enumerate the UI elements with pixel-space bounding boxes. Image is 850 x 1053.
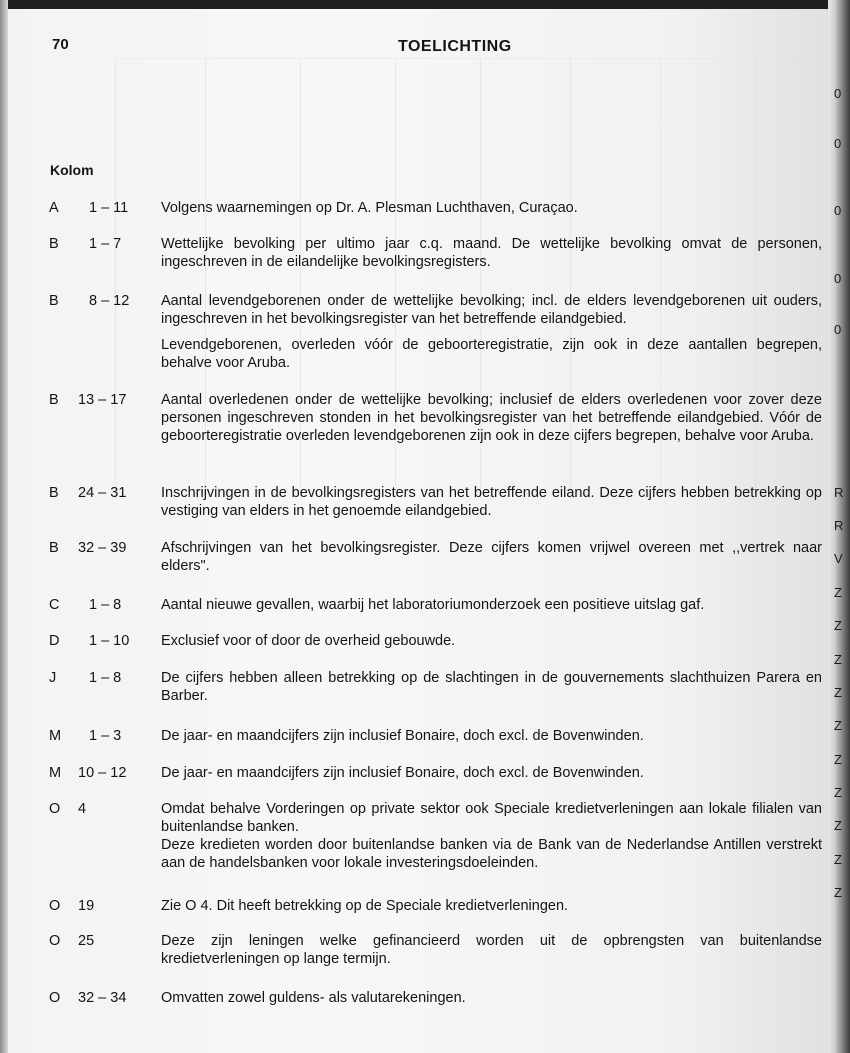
note-letter: C [49,597,60,613]
note-column-range: 10 – 12 [78,765,127,781]
note-column-range: 19 [78,898,95,914]
note-text [161,764,822,790]
note-column-range: 1 – 3 [89,728,122,744]
note-text [161,897,822,923]
edge-letter: R [834,518,844,533]
note-letter: O [49,898,61,914]
note-letter: B [49,485,59,501]
note-text [161,391,822,453]
note-text [161,484,822,528]
note-text [161,292,822,380]
column-heading: Kolom [50,162,94,178]
note-text [161,539,822,583]
note-text [161,669,822,713]
edge-letter: 0 [834,203,842,218]
note-text [161,596,822,622]
edge-letter: Z [834,585,842,600]
edge-letter: Z [834,885,842,900]
edge-letter: Z [834,785,842,800]
note-column-range: 1 – 10 [89,633,130,649]
note-column-range: 1 – 11 [89,200,129,216]
note-column-range: 13 – 17 [78,392,127,408]
note-letter: B [49,236,59,252]
note-letter: O [49,933,61,949]
note-letter: A [49,200,59,216]
edge-letter: Z [834,752,842,767]
edge-letter: Z [834,618,842,633]
note-text [161,235,822,279]
note-paragraph: De jaar- en maandcijfers zijn inclusief Bonaire, doch excl. de Bovenwinden. [161,765,644,781]
note-letter: B [49,392,59,408]
edge-letter: 0 [834,86,842,101]
note-text [161,989,822,1015]
note-column-range: 32 – 34 [78,990,127,1006]
note-text [161,800,822,880]
page-number: 70 [52,36,69,53]
note-column-range: 1 – 7 [89,236,122,252]
note-paragraph: Levendgeborenen, overleden vóór de geboorteregistratie, zijn ook in deze aantallen begrepen, behalve voor Aruba. [161,337,822,371]
note-column-range: 25 [78,933,95,949]
note-text [161,932,822,976]
note-paragraph: Volgens waarnemingen op Dr. A. Plesman Luchthaven, Curaçao. [161,200,578,216]
note-column-range: 4 [78,801,87,817]
note-letter: M [49,728,62,744]
note-paragraph: Deze zijn leningen welke gefinancieerd worden uit de opbrengsten van buitenlandse kredietverleningen op lange termijn. [161,933,822,967]
note-letter: B [49,293,59,309]
edge-letter: Z [834,718,842,733]
edge-letter: Z [834,652,842,667]
note-paragraph: Wettelijke bevolking per ultimo jaar c.q. maand. De wettelijke bevolking omvat de personen, ingeschreven in de eilandelijke bevolkingsregisters. [161,236,822,270]
note-column-range: 24 – 31 [78,485,127,501]
note-paragraph: Exclusief voor of door de overheid gebouwde. [161,633,456,649]
edge-letter: Z [834,818,842,833]
edge-letter: 0 [834,322,842,337]
note-letter: O [49,990,61,1006]
note-text [161,199,822,225]
note-paragraph: Omdat behalve Vorderingen op private sektor ook Speciale kredietverleningen aan lokale filialen van buitenlandse banken. Deze kredieten worden door buitenlandse banken via de Bank van de Nederlandse Antillen verstrekt aan de handelsbanken voor lokale investeringsdoeleinden. [161,801,822,871]
edge-letter: R [834,485,844,500]
note-paragraph: Zie O 4. Dit heeft betrekking op de Speciale kredietverleningen. [161,898,569,914]
note-paragraph: Afschrijvingen van het bevolkingsregister. Deze cijfers komen vrijwel overeen met ,,vertrek naar elders". [161,540,822,574]
note-column-range: 8 – 12 [89,293,130,309]
note-column-range: 32 – 39 [78,540,127,556]
note-paragraph: Inschrijvingen in de bevolkingsregisters van het betreffende eiland. Deze cijfers hebben betrekking op vestiging van elders in het genoemde eilandgebied. [161,485,822,519]
note-paragraph: De cijfers hebben alleen betrekking op de slachtingen in de gouvernements slachthuizen Parera en Barber. [161,670,822,704]
note-text [161,632,822,658]
note-letter: B [49,540,59,556]
edge-letter: 0 [834,136,842,151]
edge-letter: V [834,551,843,566]
note-column-range: 1 – 8 [89,597,122,613]
note-paragraph: De jaar- en maandcijfers zijn inclusief Bonaire, doch excl. de Bovenwinden. [161,728,644,744]
edge-letter: Z [834,852,842,867]
note-column-range: 1 – 8 [89,670,122,686]
page-title: TOELICHTING [398,38,512,55]
note-letter: J [49,670,57,686]
note-text [161,727,822,753]
note-paragraph: Aantal levendgeborenen onder de wettelijke bevolking; incl. de elders levendgeborenen uit ouders, ingeschreven in het bevolkingsregister van het betreffende eilandgebied. [161,293,822,327]
note-letter: D [49,633,60,649]
binding-shadow [0,0,8,1053]
note-letter: M [49,765,62,781]
note-paragraph: Aantal nieuwe gevallen, waarbij het laboratoriumonderzoek een positieve uitslag gaf. [161,597,705,613]
note-paragraph: Omvatten zowel guldens- als valutarekeningen. [161,990,466,1006]
note-paragraph: Aantal overledenen onder de wettelijke bevolking; inclusief de elders overledenen voor zover deze personen ingeschreven stonden in het bevolkingsregister van het betreffende eilandgebied. Vóór de geboorteregistratie overleden levendgeborenen zijn ook in deze cijfers begrepen, behalve voor Aruba. [161,392,822,444]
scan-top-border [0,0,850,9]
edge-letter: Z [834,685,842,700]
note-letter: O [49,801,61,817]
edge-letter: 0 [834,271,842,286]
